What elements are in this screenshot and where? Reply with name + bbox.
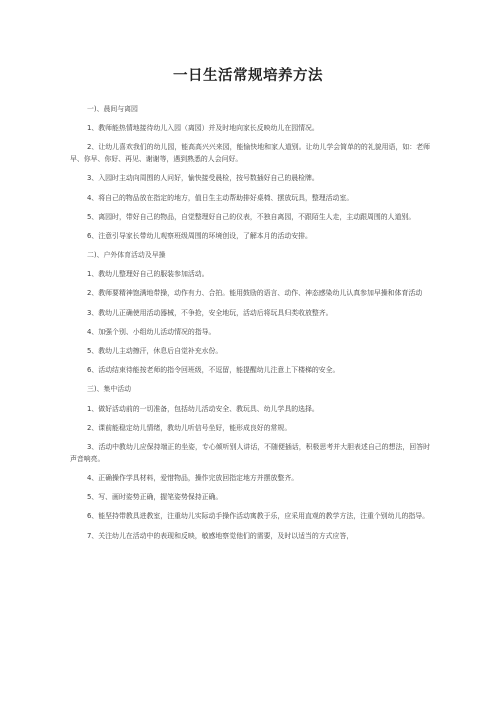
paragraph: 5、写、画时姿势正确，握笔姿势保持正确。 — [87, 493, 223, 502]
paragraph: 2、让幼儿喜欢我们的幼儿园，能高高兴兴来园，能愉快地和家人道别。让幼儿学会简单的的礼貌用语，如：老师早、你早、你好、再见、谢谢等，遇到熟悉的人会问好。 — [70, 143, 430, 164]
paragraph: 5、教幼儿主动擦汗，休息后自觉补充水份。 — [87, 347, 223, 356]
section-heading-morning: 一)、晨间与离园 — [87, 105, 138, 113]
paragraph: 6、能坚持带教具进教室，注重幼儿实际动手操作活动寓教于乐，应采用直观的教学方法，注重个别幼儿的指导。 — [87, 512, 430, 521]
section-heading-outdoor: 二)、户外体育活动及早操 — [87, 251, 166, 260]
paragraph: 3、活动中教幼儿应保持端正的坐姿，专心倾听别人讲话，不随便插话，积极思考并大胆表述自己的想法，回答时声音响亮。 — [70, 442, 430, 463]
paragraph: 4、加强个别、小组幼儿活动情况的指导。 — [87, 327, 216, 336]
paragraph: 1、教幼儿整理好自己的服装参加活动。 — [87, 270, 209, 279]
document-body — [70, 104, 430, 550]
paragraph: 1、做好活动前的一切准备，包括幼儿活动安全、教玩具、幼儿学具的选择。 — [87, 404, 319, 413]
document-title: 一日生活常规培养方法 — [173, 68, 323, 84]
paragraph: 3、教幼儿正确使用活动器械，不争抢，安全地玩，活动后将玩具归类收放整齐。 — [87, 308, 333, 317]
paragraph: 4、正确操作学具材料，爱惜物品，操作完放回指定地方并摆放整齐。 — [87, 473, 299, 482]
paragraph: 2、教师要精神饱满地带操，动作有力、合拍。能用鼓励的语言、动作、神态感染幼儿认真参加早操和体育活动 — [87, 289, 423, 298]
paragraph: 5、离园时，带好自己的物品，自觉整理好自己的仪表，不独自离园，不跟陌生人走，主动跟周围的人道别。 — [87, 212, 416, 221]
paragraph: 4、将自己的物品放在指定的地方，值日生主动帮助排好桌椅、摆放玩具，整理活动室。 — [87, 193, 354, 202]
paragraph: 1、教师能热情地接待幼儿入园（离园）并及时地向家长反映幼儿在园情况。 — [87, 124, 319, 133]
paragraph: 6、活动结束待能按老师的指令回班级，不逗留，能提醒幼儿注意上下楼梯的安全。 — [87, 366, 340, 375]
section-heading-group-activity: 三)、集中活动 — [87, 385, 132, 394]
paragraph: 6、注意引导家长带幼儿观察班级周围的环境创设，了解本月的活动安排。 — [87, 231, 312, 240]
paragraph: 3、入园时主动向周围的人问好，愉快接受晨检，按号数插好自己的晨检牌。 — [87, 174, 319, 183]
paragraph: 7、关注幼儿在活动中的表现和反映，敏感地察觉他们的需要，及时以适当的方式应答， — [87, 531, 354, 540]
paragraph: 2、课前能稳定幼儿情绪，教幼儿听信号坐好，能形成良好的常规。 — [87, 423, 292, 432]
